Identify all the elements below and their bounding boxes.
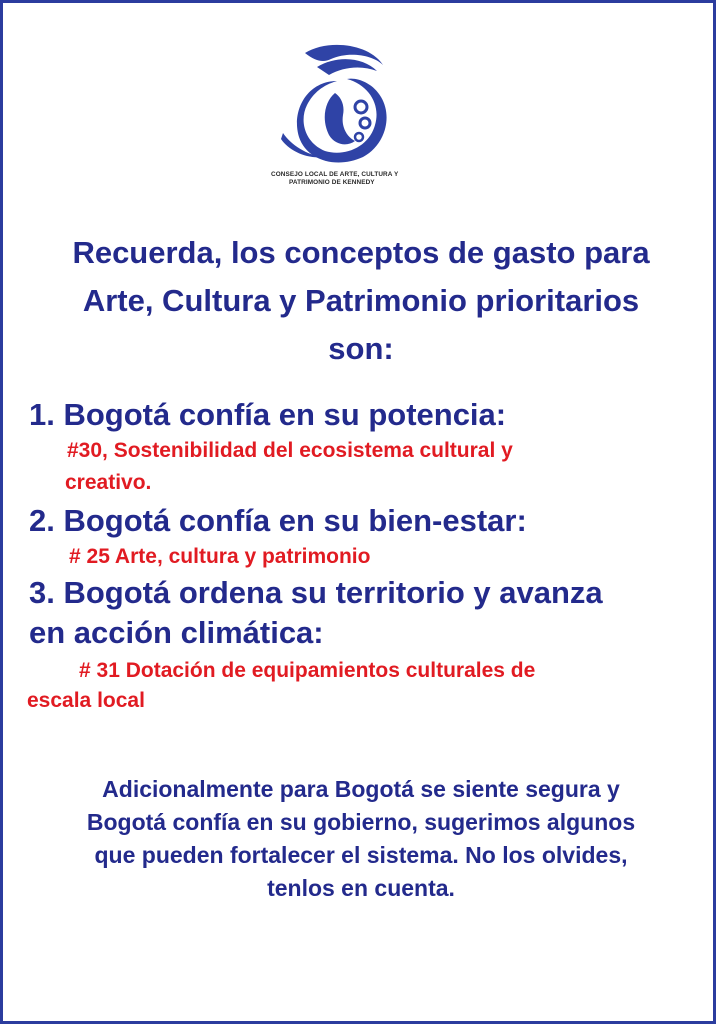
closing-line: Bogotá confía en su gobierno, sugerimos algunos bbox=[86, 809, 636, 835]
closing-line: que pueden fortalecer el sistema. No los olvides, bbox=[94, 842, 628, 868]
closing-line: Adicionalmente para Bogotá se siente segura y bbox=[102, 776, 620, 802]
item-1-heading: 1. Bogotá confía en su potencia: bbox=[29, 397, 507, 432]
consejo-logo bbox=[271, 41, 407, 193]
item-3-heading-line2: en acción climática: bbox=[29, 615, 324, 650]
intro-line: Recuerda, los conceptos de gasto para bbox=[72, 235, 650, 270]
closing-line: tenlos en cuenta. bbox=[267, 875, 455, 901]
logo-caption-line1: CONSEJO LOCAL DE ARTE, CULTURA Y bbox=[271, 171, 399, 178]
intro-line: Arte, Cultura y Patrimonio prioritarios bbox=[82, 283, 640, 318]
item-2-heading: 2. Bogotá confía en su bien-estar: bbox=[29, 503, 527, 538]
item-2-detail-line1: # 25 Arte, cultura y patrimonio bbox=[69, 545, 371, 568]
logo-caption bbox=[271, 171, 407, 187]
logo-caption-line2: PATRIMONIO DE KENNEDY bbox=[289, 179, 375, 186]
item-3-detail-line2: escala local bbox=[27, 689, 145, 712]
intro-line: son: bbox=[328, 331, 394, 366]
item-1-detail-line1: #30, Sostenibilidad del ecosistema cultural y bbox=[67, 439, 513, 462]
closing-paragraph bbox=[23, 773, 699, 905]
intro-heading bbox=[23, 229, 699, 373]
wave-woman-logo-icon bbox=[277, 41, 397, 169]
item-1-detail-line2: creativo. bbox=[65, 471, 152, 494]
item-3-heading-line1: 3. Bogotá ordena su territorio y avanza bbox=[29, 575, 603, 610]
item-3-detail-line1: # 31 Dotación de equipamientos culturales de bbox=[79, 659, 536, 682]
